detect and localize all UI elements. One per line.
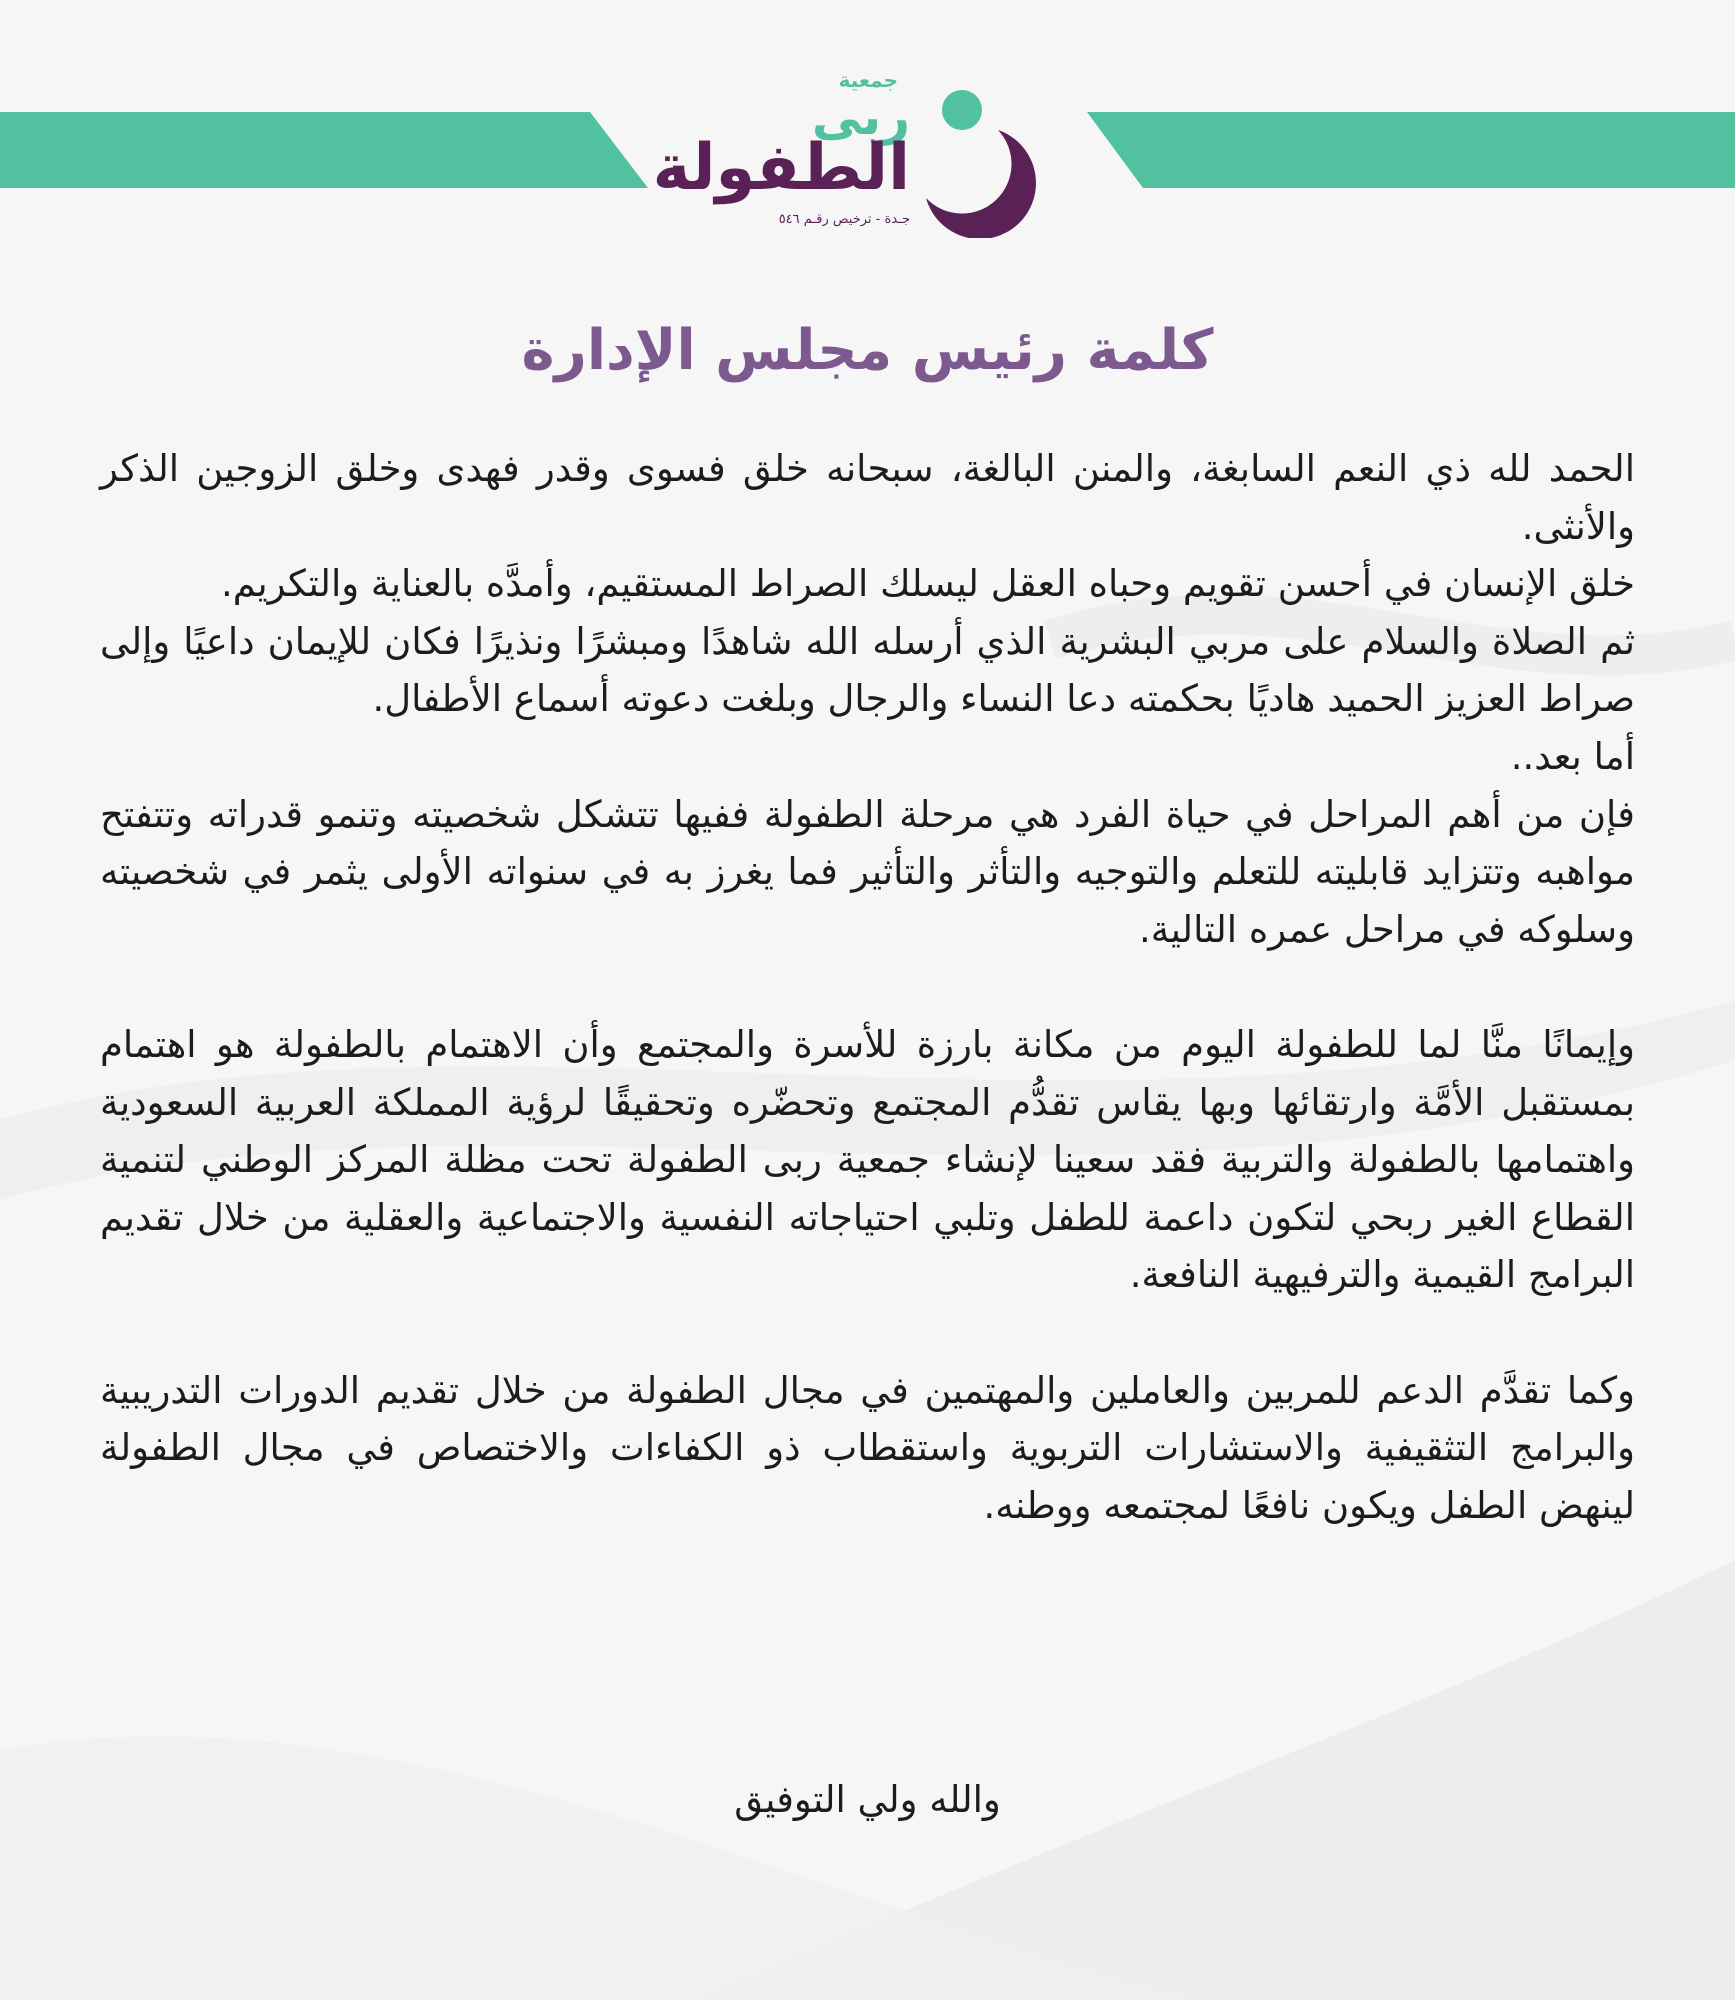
- paragraph: وإيمانًا منَّا لما للطفولة اليوم من مكانة بارزة للأسرة والمجتمع وأن الاهتمام بالطفولة هو اهتمام بمستقبل الأمَّة وارتقائها وبها يقاس تقدُّم المجتمع وتحضّره وتحقيقًا لرؤية المملكة العربية السعودية واهتمامها بالطفولة والتربية فقد سعينا لإنشاء جمعية ربى الطفولة تحت مظلة المركز الوطني لتنمية القطاع الغير ربحي لتكون داعمة للطفل وتلبي احتياجاته النفسية والاجتماعية والعقلية من خلال تقديم البرامج القيمية والترفيهية النافعة.: [100, 1022, 1635, 1297]
- header: [0, 0, 1735, 260]
- paragraph: خلق الإنسان في أحسن تقويم وحباه العقل ليسلك الصراط المستقيم، وأمدَّه بالعناية والتكريم.: [220, 562, 1635, 606]
- logo-mid-word: ربى: [811, 88, 910, 146]
- paragraph: الحمد لله ذي النعم السابغة، والمنن البالغة، سبحانه خلق فسوى وقدر فهدى وخلق الزوجين الذكر والأنثى.: [100, 447, 1635, 548]
- paragraph: ثم الصلاة والسلام على مربي البشرية الذي أرسله الله شاهدًا ومبشرًا ونذيرًا فكان للإيمان داعيًا وإلى صراط العزيز الحميد هاديًا بحكمته دعا النساء والرجال وبلغت دعوته أسماع الأطفال.: [100, 619, 1635, 721]
- paragraph: أما بعد..: [1510, 734, 1635, 778]
- paragraph-gap: [100, 958, 1635, 1016]
- closing-line: والله ولي التوفيق: [734, 1778, 1001, 1821]
- logo: [652, 58, 1060, 238]
- letter-body: [100, 440, 1635, 1534]
- paragraph: وكما تقدَّم الدعم للمربين والعاملين والمهتمين في مجال الطفولة من خلال تقديم الدورات التدريبية والبرامج التثقيفية والاستشارات التربوية واستقطاب ذو الكفاءات والاختصاص في مجال الطفولة لينهض الطفل ويكون نافعًا لمجتمعه ووطنه.: [100, 1368, 1635, 1527]
- paragraph: فإن من أهم المراحل في حياة الفرد هي مرحلة الطفولة ففيها تتشكل شخصيته وتنمو قدراته وتتفتح مواهبه وتتزايد قابليته للتعلم والتوجيه والتأثر والتأثير فما يغرز به في سنواته الأولى يثمر في شخصيته وسلوكه في مراحل عمره التالية.: [100, 792, 1635, 951]
- header-bar-right: [1087, 112, 1735, 188]
- page-title: كلمة رئيس مجلس الإدارة: [521, 318, 1214, 383]
- logo-small-word: جمعية: [838, 68, 898, 92]
- logo-tagline: جـدة - ترخيص رقـم ٥٤٦: [778, 212, 910, 227]
- logo-main-word: الطفولة: [652, 131, 910, 205]
- paragraph-gap: [100, 1304, 1635, 1362]
- header-bar-left: [0, 112, 648, 188]
